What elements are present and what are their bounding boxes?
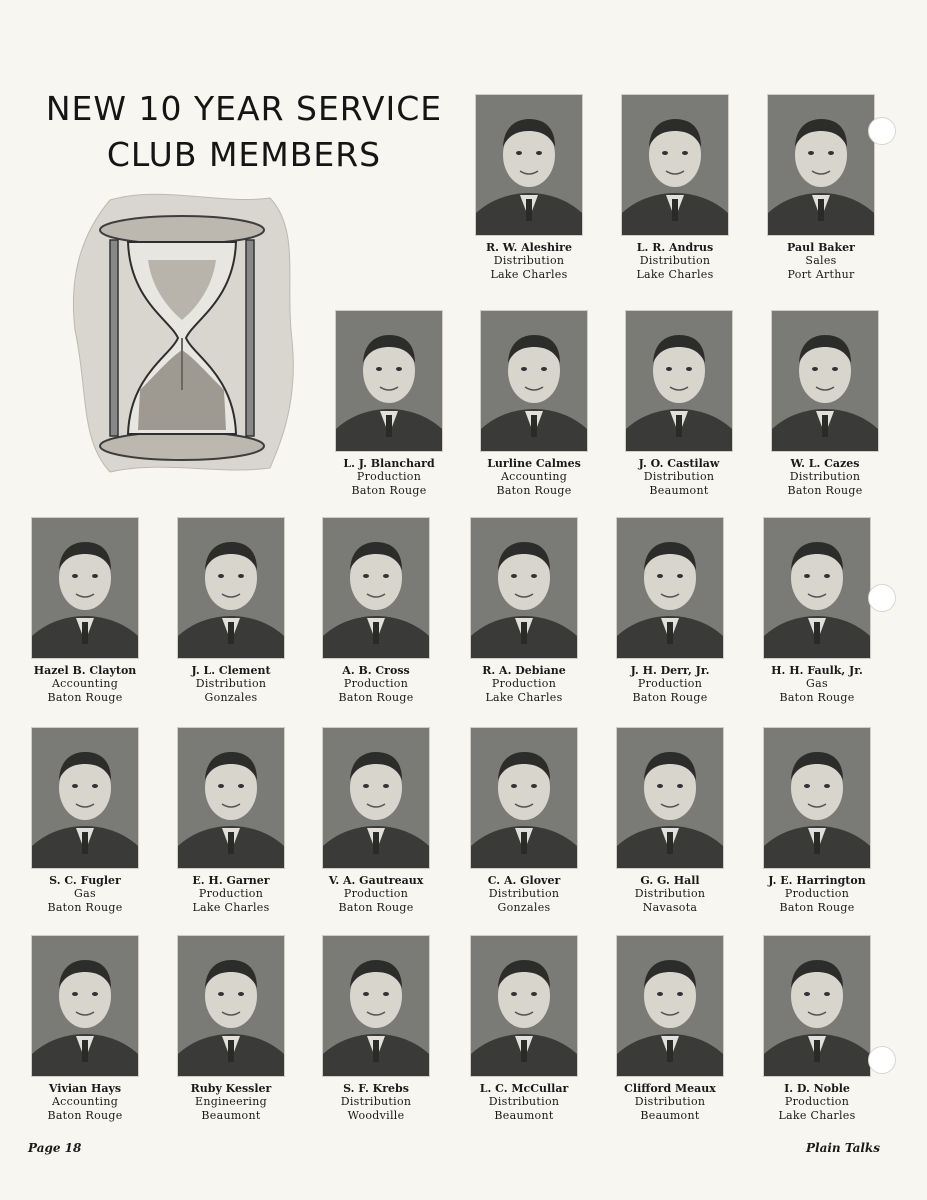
member-card [316,311,462,498]
member-portrait [471,728,577,868]
member-location: Baton Rouge [338,901,414,914]
member-card [12,518,158,705]
member-department: Gas [74,887,96,900]
member-department: Production [343,887,409,900]
member-card [12,936,158,1123]
member-name: Clifford Meaux [624,1082,716,1095]
member-name: C. A. Glover [487,874,561,887]
member-portrait [32,728,138,868]
page-number: Page 18 [28,1141,82,1155]
member-portrait [617,936,723,1076]
member-name: Vivian Hays [48,1082,122,1095]
member-card [597,936,743,1123]
member-location: Lake Charles [485,691,563,704]
publication-name: Plain Talks [806,1141,881,1155]
member-portrait [764,728,870,868]
page-title [30,86,458,178]
member-card [158,728,304,915]
member-department: Distribution [789,470,861,483]
member-card [451,936,597,1123]
member-portrait [32,518,138,658]
member-department: Production [356,470,422,483]
member-name: J. H. Derr, Jr. [630,664,710,677]
member-department: Production [343,677,409,690]
member-department: Distribution [643,470,715,483]
member-location: Gonzales [204,691,258,704]
member-name: S. F. Krebs [343,1082,409,1095]
member-card [158,518,304,705]
binder-hole-top [868,117,896,145]
member-location: Baton Rouge [47,1109,123,1122]
member-portrait [764,936,870,1076]
binder-hole-bottom [868,1046,896,1074]
member-card [456,95,602,282]
member-department: Accounting [51,677,119,690]
member-portrait [481,311,587,451]
member-location: Lake Charles [490,268,568,281]
member-card [597,518,743,705]
member-name: Hazel B. Clayton [33,664,137,677]
member-name: L. J. Blanchard [343,457,435,470]
member-department: Distribution [488,887,560,900]
member-card [451,518,597,705]
title-line-2: CLUB MEMBERS [106,135,382,174]
member-portrait [772,311,878,451]
member-department: Production [784,1095,850,1108]
member-location: Lake Charles [778,1109,856,1122]
member-location: Baton Rouge [632,691,708,704]
member-portrait [617,518,723,658]
member-department: Accounting [51,1095,119,1108]
member-portrait [323,728,429,868]
member-location: Beaumont [640,1109,700,1122]
member-portrait [764,518,870,658]
member-name: I. D. Noble [784,1082,850,1095]
member-department: Production [198,887,264,900]
member-department: Distribution [195,677,267,690]
member-card [12,728,158,915]
member-name: J. O. Castilaw [638,457,720,470]
member-card [744,518,890,705]
member-portrait [471,936,577,1076]
member-location: Baton Rouge [787,484,863,497]
member-location: Baton Rouge [47,901,123,914]
member-card [744,936,890,1123]
member-name: H. H. Faulk, Jr. [771,664,863,677]
member-card [602,95,748,282]
member-location: Baton Rouge [496,484,572,497]
member-name: L. C. McCullar [479,1082,569,1095]
member-department: Accounting [500,470,568,483]
member-card [303,728,449,915]
member-department: Distribution [488,1095,560,1108]
member-location: Beaumont [494,1109,554,1122]
member-location: Baton Rouge [779,901,855,914]
member-department: Production [491,677,557,690]
member-department: Production [637,677,703,690]
member-card [461,311,607,498]
member-location: Gonzales [497,901,551,914]
title-line-1: NEW 10 YEAR SERVICE [45,89,443,128]
member-location: Lake Charles [192,901,270,914]
member-portrait [323,936,429,1076]
member-location: Beaumont [649,484,709,497]
member-card [597,728,743,915]
member-portrait [178,936,284,1076]
member-department: Production [784,887,850,900]
member-portrait [323,518,429,658]
member-name: J. E. Harrington [768,874,866,887]
member-name: E. H. Garner [192,874,270,887]
member-department: Sales [805,254,837,267]
member-portrait [626,311,732,451]
member-card [451,728,597,915]
member-portrait [336,311,442,451]
member-name: G. G. Hall [640,874,700,887]
member-department: Distribution [634,1095,706,1108]
member-card [752,311,898,498]
member-location: Woodville [347,1109,405,1122]
member-name: Paul Baker [787,241,855,254]
member-card [303,518,449,705]
binder-hole-middle [868,584,896,612]
member-portrait [476,95,582,235]
member-location: Baton Rouge [351,484,427,497]
member-department: Distribution [493,254,565,267]
member-name: S. C. Fugler [49,874,121,887]
member-department: Gas [806,677,828,690]
member-department: Engineering [195,1095,267,1108]
member-name: Lurline Calmes [487,457,581,470]
hourglass-illustration [70,190,295,475]
member-location: Baton Rouge [779,691,855,704]
member-location: Navasota [642,901,698,914]
member-name: R. W. Aleshire [486,241,572,254]
member-portrait [471,518,577,658]
member-portrait [178,518,284,658]
member-location: Beaumont [201,1109,261,1122]
member-portrait [768,95,874,235]
member-portrait [178,728,284,868]
member-department: Distribution [634,887,706,900]
member-location: Port Arthur [787,268,855,281]
member-location: Baton Rouge [47,691,123,704]
member-portrait [622,95,728,235]
member-name: J. L. Clement [191,664,271,677]
member-portrait [32,936,138,1076]
member-name: L. R. Andrus [636,241,714,254]
member-name: Ruby Kessler [190,1082,272,1095]
member-portrait [617,728,723,868]
member-card [158,936,304,1123]
member-name: R. A. Debiane [482,664,566,677]
member-location: Lake Charles [636,268,714,281]
member-card [606,311,752,498]
member-name: W. L. Cazes [790,457,860,470]
member-location: Baton Rouge [338,691,414,704]
member-name: A. B. Cross [342,664,410,677]
member-department: Distribution [639,254,711,267]
member-department: Distribution [340,1095,412,1108]
member-name: V. A. Gautreaux [328,874,424,887]
member-card [744,728,890,915]
member-card [303,936,449,1123]
